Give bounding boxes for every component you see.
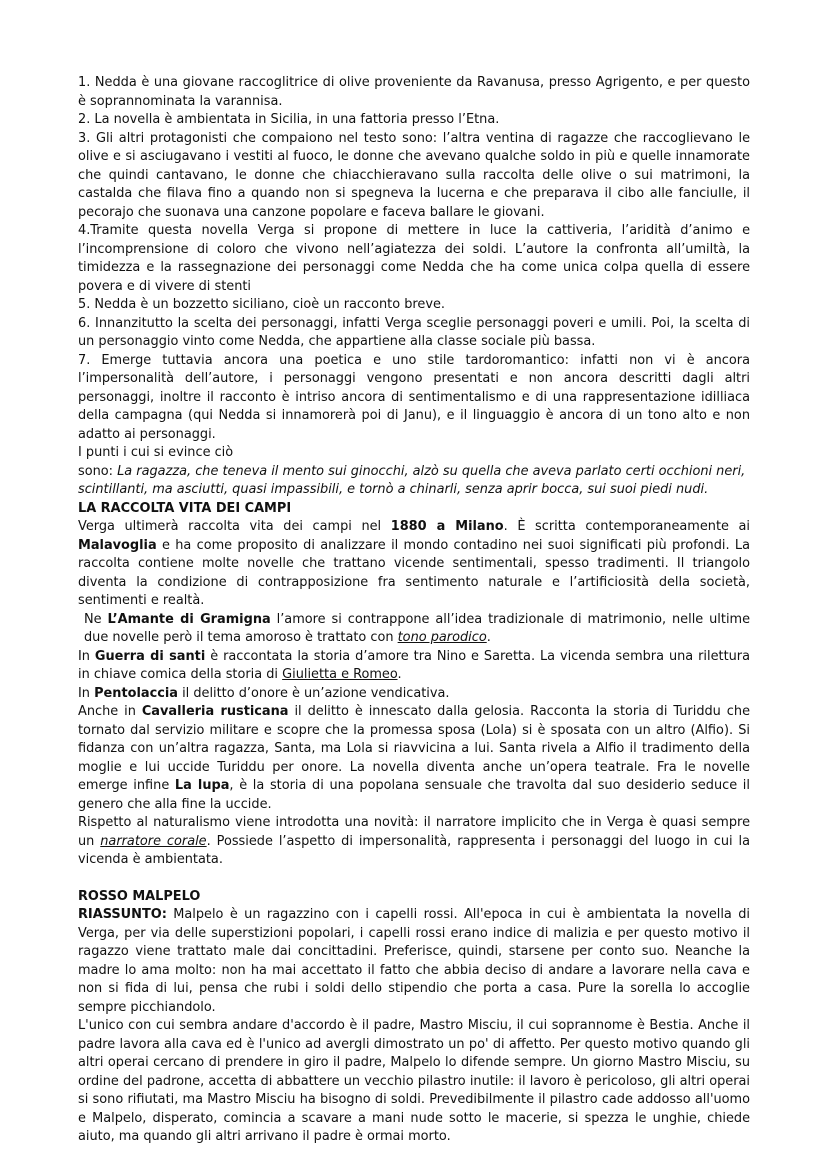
italic-underline-run: narratore corale <box>100 833 207 849</box>
summary-label: RIASSUNTO: <box>78 907 167 922</box>
bold-run: Guerra di santi <box>94 648 206 664</box>
raccolta-paragraph-2 <box>78 611 750 648</box>
bold-run: Cavalleria rusticana <box>141 704 289 719</box>
answer-7: 7. Emerge tuttavia ancora una poetica e uno stile tardoromantico: infatti non vi è ancora l’impersonalità dell’autore, i personaggi vengono presentati e non ancora descritti dagli altri personaggi, inoltre il racconto è intriso ancora di sentimentalismo e di una rappresentazione idilliaca della campagna (qui Nedda si innamorerà poi di Janu), e il linguaggio è ancora di un tono alto e non adatto ai personaggi. <box>78 352 750 442</box>
text-run: e ha come proposito di analizzare il mondo contadino nei suoi significati più profondi. La raccolta contiene molte novelle che trattano vicende sentimentali, spesso tradimenti. Il triangolo diventa la condizione di contrapposizione fra sentimento naturale e l’artificiosità della società, sentimenti e realtà. <box>78 537 750 608</box>
text-run: . <box>486 630 491 645</box>
text-run: . Possiede l’aspetto di impersonalità, rappresenta i personaggi del luogo in cui la vicenda è ambientata. <box>78 833 751 867</box>
raccolta-paragraph-3 <box>78 648 750 685</box>
answer-6: 6. Innanzitutto la scelta dei personaggi, infatti Verga sceglie personaggi poveri e umili. Poi, la scelta di un personaggio vinto come Nedda, che appartiene alla classe sociale più bassa. <box>78 315 750 349</box>
underline-run: Giulietta e Romeo <box>282 667 398 682</box>
section-heading-malpelo: ROSSO MALPELO <box>78 888 201 904</box>
answer-8-prefix: sono: <box>78 463 118 479</box>
malpelo-paragraph-2: L'unico con cui sembra andare d'accordo è il padre, Mastro Misciu, il cui soprannome è Bestia. Anche il padre lavora alla cava ed è l'unico ad avergli dimostrato un po' di affetto. Per questo motivo quando gli altri operai cercano di prendere in giro il padre, Malpelo lo difende sempre. Un giorno Mastro Misciu, su ordine del padrone, accetta di abbattere un vecchio pilastro inutile: il lavoro è pericoloso, gli altri operai si sono rifiutati, ma Mastro Misciu ha bisogno di soldi. Prevedibilmente il pilastro cade addosso all'uomo e Malpelo, disperato, comincia a scavare a mani nude sotto le macerie, si spezza le unghie, chiede aiuto, ma quando gli altri arrivano il padre è ormai morto. <box>78 1018 750 1144</box>
text-run: . <box>397 667 402 682</box>
answer-8-quote-paragraph <box>78 463 750 500</box>
text-run: In <box>78 648 95 664</box>
raccolta-paragraph-4 <box>78 685 750 704</box>
bold-run: 1880 a Milano <box>390 519 504 534</box>
answer-8-quote: La ragazza, che teneva il mento sui ginocchi, alzò su quella che aveva parlato certi occhioni neri, scintillanti, ma asciutti, quasi impassibili, e tornò a chinarli, senza aprir bocca, sui suoi piedi nudi. <box>78 463 746 497</box>
raccolta-paragraph-6 <box>78 814 750 870</box>
text-run: . È scritta contemporaneamente ai <box>503 519 750 534</box>
italic-underline-run: tono parodico <box>397 630 487 645</box>
text-run: Ne <box>84 611 108 627</box>
section-heading-raccolta: LA RACCOLTA VITA DEI CAMPI <box>78 500 292 516</box>
text-run: In <box>78 685 95 701</box>
answer-3: 3. Gli altri protagonisti che compaiono nel testo sono: l’altra ventina di ragazze che raccoglievano le olive e si asciugavano i vestiti al fuoco, le donne che avevano qualche soldo in più e quelle innamorate che quindi cantavano, le donne che chiacchieravano sulla raccolta delle olive o sui matrimoni, la castalda che filava fino a quando non si spegneva la lucerna e che preparava il cibo alle fanciulle, il pecorajo che suonava una canzone popolare e faceva ballare le giovani. <box>78 130 750 220</box>
answer-5: 5. Nedda è un bozzetto siciliano, cioè un racconto breve. <box>78 297 445 312</box>
text-run: Verga ultimerà raccolta vita dei campi nel <box>78 519 391 534</box>
malpelo-paragraph-1 <box>78 906 750 1017</box>
text-run: il delitto d’onore è un’azione vendicativa. <box>177 685 450 701</box>
text-run: l’amore si contrappone all’idea tradizionale di matrimonio, nelle ultime due novelle però il tema amoroso è trattato con <box>84 611 751 645</box>
answer-4: 4.Tramite questa novella Verga si propone di mettere in luce la cattiveria, l’aridità d’animo e l’incomprensione di coloro che vivono nell’agiatezza dei soldi. L’autore la confronta all’umiltà, la timidezza e la rassegnazione dei personaggi come Nedda che ha come unica colpa quella di essere povera e di vivere di stenti <box>78 223 750 294</box>
text-run: Rispetto al naturalismo viene introdotta una novità: il narratore implicito che in Verga è quasi sempre un <box>78 815 750 849</box>
section-spacer <box>78 870 750 888</box>
raccolta-paragraph-5 <box>78 703 750 814</box>
document-page <box>78 74 750 1147</box>
bold-run: Pentolaccia <box>94 685 178 701</box>
bold-run: Malavoglia <box>78 537 157 553</box>
raccolta-paragraph-1 <box>78 518 750 611</box>
bold-run: La lupa <box>174 778 230 793</box>
text-run: il delitto è innescato dalla gelosia. Racconta la storia di Turiddu che tornato dal servizio militare e scopre che la promessa sposa (Lola) si è sposata con un altro (Alfio). Si fidanza con un’altra ragazza, Santa, ma Lola si riavvicina a lui. Santa rivela a Alfio il tradimento della moglie e lui uccide Turiddu per onore. La novella diventa anche un’opera teatrale. Fra le novelle emerge infine <box>78 704 750 793</box>
text-run: Anche in <box>78 704 142 719</box>
answer-2: 2. La novella è ambientata in Sicilia, in una fattoria presso l’Etna. <box>78 112 500 127</box>
answer-1: 1. Nedda è una giovane raccoglitrice di olive proveniente da Ravanusa, presso Agrigento, e per questo è soprannominata la varannisa. <box>78 75 750 109</box>
text-run: , è la storia di una popolana sensuale che travolta dal suo desiderio seduce il genero che alla fine la uccide. <box>78 778 750 812</box>
text-run: è raccontata la storia d’amore tra Nino e Saretta. La vicenda sembra una rilettura in chiave comica della storia di <box>78 648 750 682</box>
answer-8-intro: I punti i cui si evince ciò <box>78 445 234 460</box>
text-run: Malpelo è un ragazzino con i capelli rossi. All'epoca in cui è ambientata la novella di Verga, per via delle superstizioni popolari, i capelli rossi erano indice di malizia e per questo motivo il ragazzo viene trattato male dai concittadini. Preferisce, quindi, starsene per conto suo. Neanche la madre lo ama molto: non ha mai accettato il fatto che abbia deciso di andare a lavorare nella cava e non si fida di lui, pensa che rubi i soldi dello stipendio che porta a casa. Pure la sorella lo accoglie sempre picchiandolo. <box>78 907 750 1015</box>
bold-run: L’Amante di Gramigna <box>107 611 271 627</box>
